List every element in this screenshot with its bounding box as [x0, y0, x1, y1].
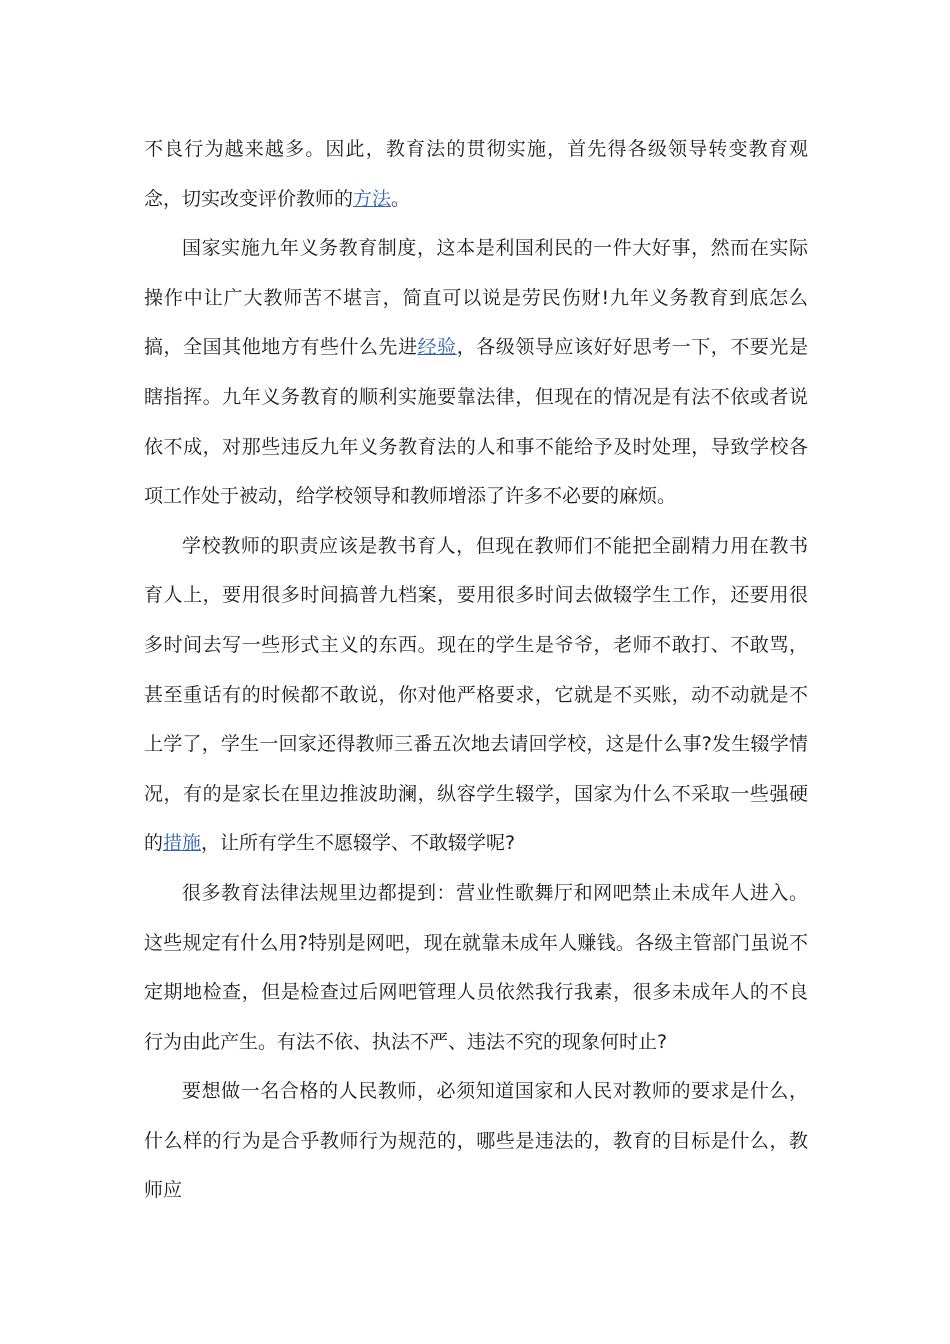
text-segment: 学校教师的职责应该是教书育人，但现在教师们不能把全副精力用在教书育人上，要用很多时间搞普九档案，要用很多时间去做辍学生工作，还要用很多时间去写一些形式主义的东西。现在的学生是爷爷，老师不敢打、不敢骂，甚至重话有的时候都不敢说，你对他严格要求，它就是不买账，动不动就是不上学了，学生一回家还得教师三番五次地去请回学校，这是什么事?发生辍学情况，有的是家长在里边推波助澜，纵容学生辍学，国家为什么不采取一些强硬的	[144, 534, 808, 855]
text-segment: 不良行为越来越多。因此，教育法的贯彻实施，首先得各级领导转变教育观念，切实改变评价教师的	[144, 138, 808, 210]
link-measures[interactable]: 措施	[163, 832, 202, 855]
link-method[interactable]: 方法	[353, 187, 392, 210]
paragraph-3	[144, 522, 808, 869]
text-segment: 。	[391, 187, 411, 210]
paragraph-5	[144, 1067, 808, 1216]
link-experience[interactable]: 经验	[417, 336, 457, 359]
text-segment: 要想做一名合格的人民教师，必须知道国家和人民对教师的要求是什么，什么样的行为是合乎教师行为规范的，哪些是违法的，教育的目标是什么，教师应	[144, 1080, 808, 1202]
paragraph-1	[144, 125, 808, 224]
document-body	[144, 125, 808, 1216]
paragraph-2	[144, 224, 808, 522]
text-segment: 国家实施九年义务教育制度，这本是利国利民的一件大好事，然而在实际操作中让广大教师苦不堪言，简直可以说是劳民伤财!九年义务教育到底怎么搞，全国其他地方有些什么先进	[144, 237, 808, 359]
text-segment: ，让所有学生不愿辍学、不敢辍学呢?	[201, 832, 516, 855]
text-segment: ，各级领导应该好好思考一下，不要光是瞎指挥。九年义务教育的顺利实施要靠法律，但现在的情况是有法不依或者说依不成，对那些违反九年义务教育法的人和事不能给予及时处理，导致学校各项工作处于被动，给学校领导和教师增添了许多不必要的麻烦。	[144, 336, 808, 508]
paragraph-4	[144, 869, 808, 1067]
text-segment: 很多教育法律法规里边都提到：营业性歌舞厅和网吧禁止未成年人进入。这些规定有什么用?特别是网吧，现在就靠未成年人赚钱。各级主管部门虽说不定期地检查，但是检查过后网吧管理人员依然我行我素，很多未成年人的不良行为由此产生。有法不依、执法不严、违法不究的现象何时止?	[144, 881, 808, 1053]
